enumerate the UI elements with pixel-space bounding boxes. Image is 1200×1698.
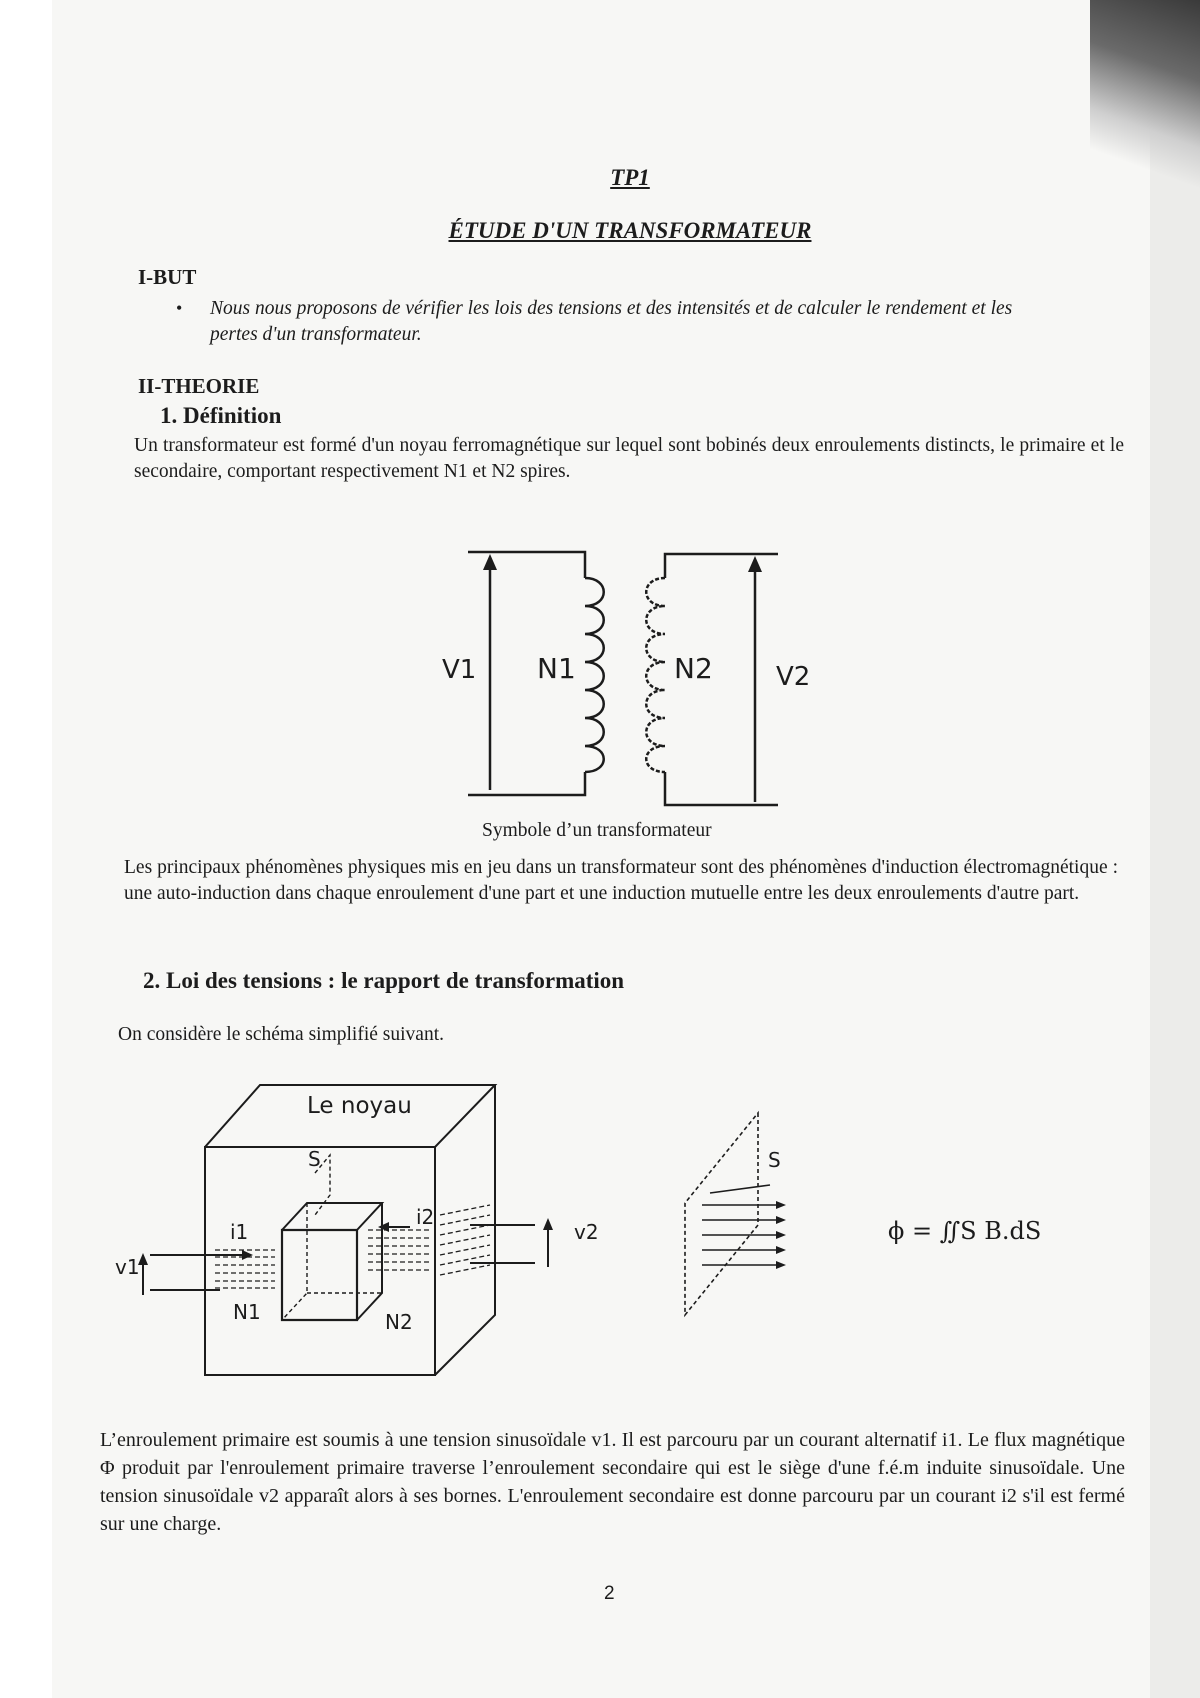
page-number: 2 xyxy=(604,1583,615,1604)
bullet-icon: • xyxy=(176,298,183,318)
flux-surface-dashed xyxy=(685,1113,758,1315)
bullet-text: Nous nous proposons de vérifier les lois des tensions et des intensités et de calculer le rendement et les pertes d'un transformateur. xyxy=(210,298,1013,345)
core-front-face xyxy=(205,1147,435,1375)
fig2-label-s-right: S xyxy=(768,1148,781,1172)
paragraph-phenomenes: Les principaux phénomènes physiques mis en jeu dans un transformateur sont des phénomènes d'induction électromagnétique : une auto-induction dans chaque enroulement d'une part et une induction mutuelle entre les deux enroulements d'autre part. xyxy=(124,857,1118,904)
flux-arrow-head-3 xyxy=(776,1231,786,1239)
primary-coil xyxy=(585,578,604,772)
secondary-bottom-wire xyxy=(665,772,778,805)
flux-arrow-head-4 xyxy=(776,1246,786,1254)
secondary-coil xyxy=(646,578,665,772)
paragraph-enroulement: L’enroulement primaire est soumis à une tension sinusoïdale v1. Il est parcouru par un courant alternatif i1. Le flux magnétique Φ produit par l'enroulement primaire traverse l’enroulement secondaire qui est le siège d'une f.é.m induite sinusoïdale. Une tension sinusoïdale v2 apparaît alors à ses bornes. L'enroulement secondaire est donne parcouru par un courant i2 s'il est fermé sur une charge. xyxy=(100,1429,1125,1535)
page-background-edge xyxy=(1150,0,1200,1698)
flux-arrow-head-1 xyxy=(776,1201,786,1209)
page-corner-shadow xyxy=(1090,0,1200,230)
figure-caption: Symbole d’un transformateur xyxy=(482,820,712,841)
transformer-symbol-figure xyxy=(420,540,800,825)
secondary-top-wire xyxy=(665,554,778,578)
v2-arrow-head xyxy=(543,1218,553,1230)
section-heading-but: I-BUT xyxy=(138,265,197,289)
document-title: TP1 xyxy=(610,165,650,190)
core-window-top xyxy=(282,1203,382,1230)
flux-arrow-head-5 xyxy=(776,1261,786,1269)
i1-arrow-head xyxy=(242,1250,253,1260)
fig2-label-n1: N1 xyxy=(233,1300,261,1324)
subheading-loi-tensions: 2. Loi des tensions : le rapport de transformation xyxy=(143,968,625,993)
section-heading-theorie: II-THEORIE xyxy=(138,374,260,398)
flux-formula: ϕ = ∬S B.dS xyxy=(888,1217,1042,1245)
fig2-label-i2: i2 xyxy=(416,1205,435,1229)
fig2-label-n2: N2 xyxy=(385,1310,413,1334)
v2-arrow-head xyxy=(748,556,762,572)
paragraph-schema: On considère le schéma simplifié suivant. xyxy=(118,1024,444,1045)
core-window-front xyxy=(282,1230,357,1320)
subheading-definition: 1. Définition xyxy=(160,403,282,428)
v1-arrow-head xyxy=(483,554,497,570)
fig1-label-v1: V1 xyxy=(442,655,477,685)
flux-field-lines xyxy=(702,1185,778,1265)
flux-arrow-head-2 xyxy=(776,1216,786,1224)
primary-bottom-wire xyxy=(468,772,585,795)
fig1-label-v2: V2 xyxy=(776,662,811,692)
paragraph-definition: Un transformateur est formé d'un noyau ferromagnétique sur lequel sont bobinés deux enroulements distincts, le primaire et le secondaire, comportant respectivement N1 et N2 spires. xyxy=(134,435,1124,482)
fig2-label-core: Le noyau xyxy=(307,1093,412,1119)
fig2-label-v2: v2 xyxy=(574,1220,599,1244)
fig2-label-s: S xyxy=(308,1147,321,1171)
fig1-label-n1: N1 xyxy=(537,652,576,685)
document-subtitle: ÉTUDE D'UN TRANSFORMATEUR xyxy=(448,218,812,243)
fig1-label-n2: N2 xyxy=(674,652,713,685)
fig2-label-i1: i1 xyxy=(230,1220,249,1244)
fig2-label-v1: v1 xyxy=(115,1255,140,1279)
